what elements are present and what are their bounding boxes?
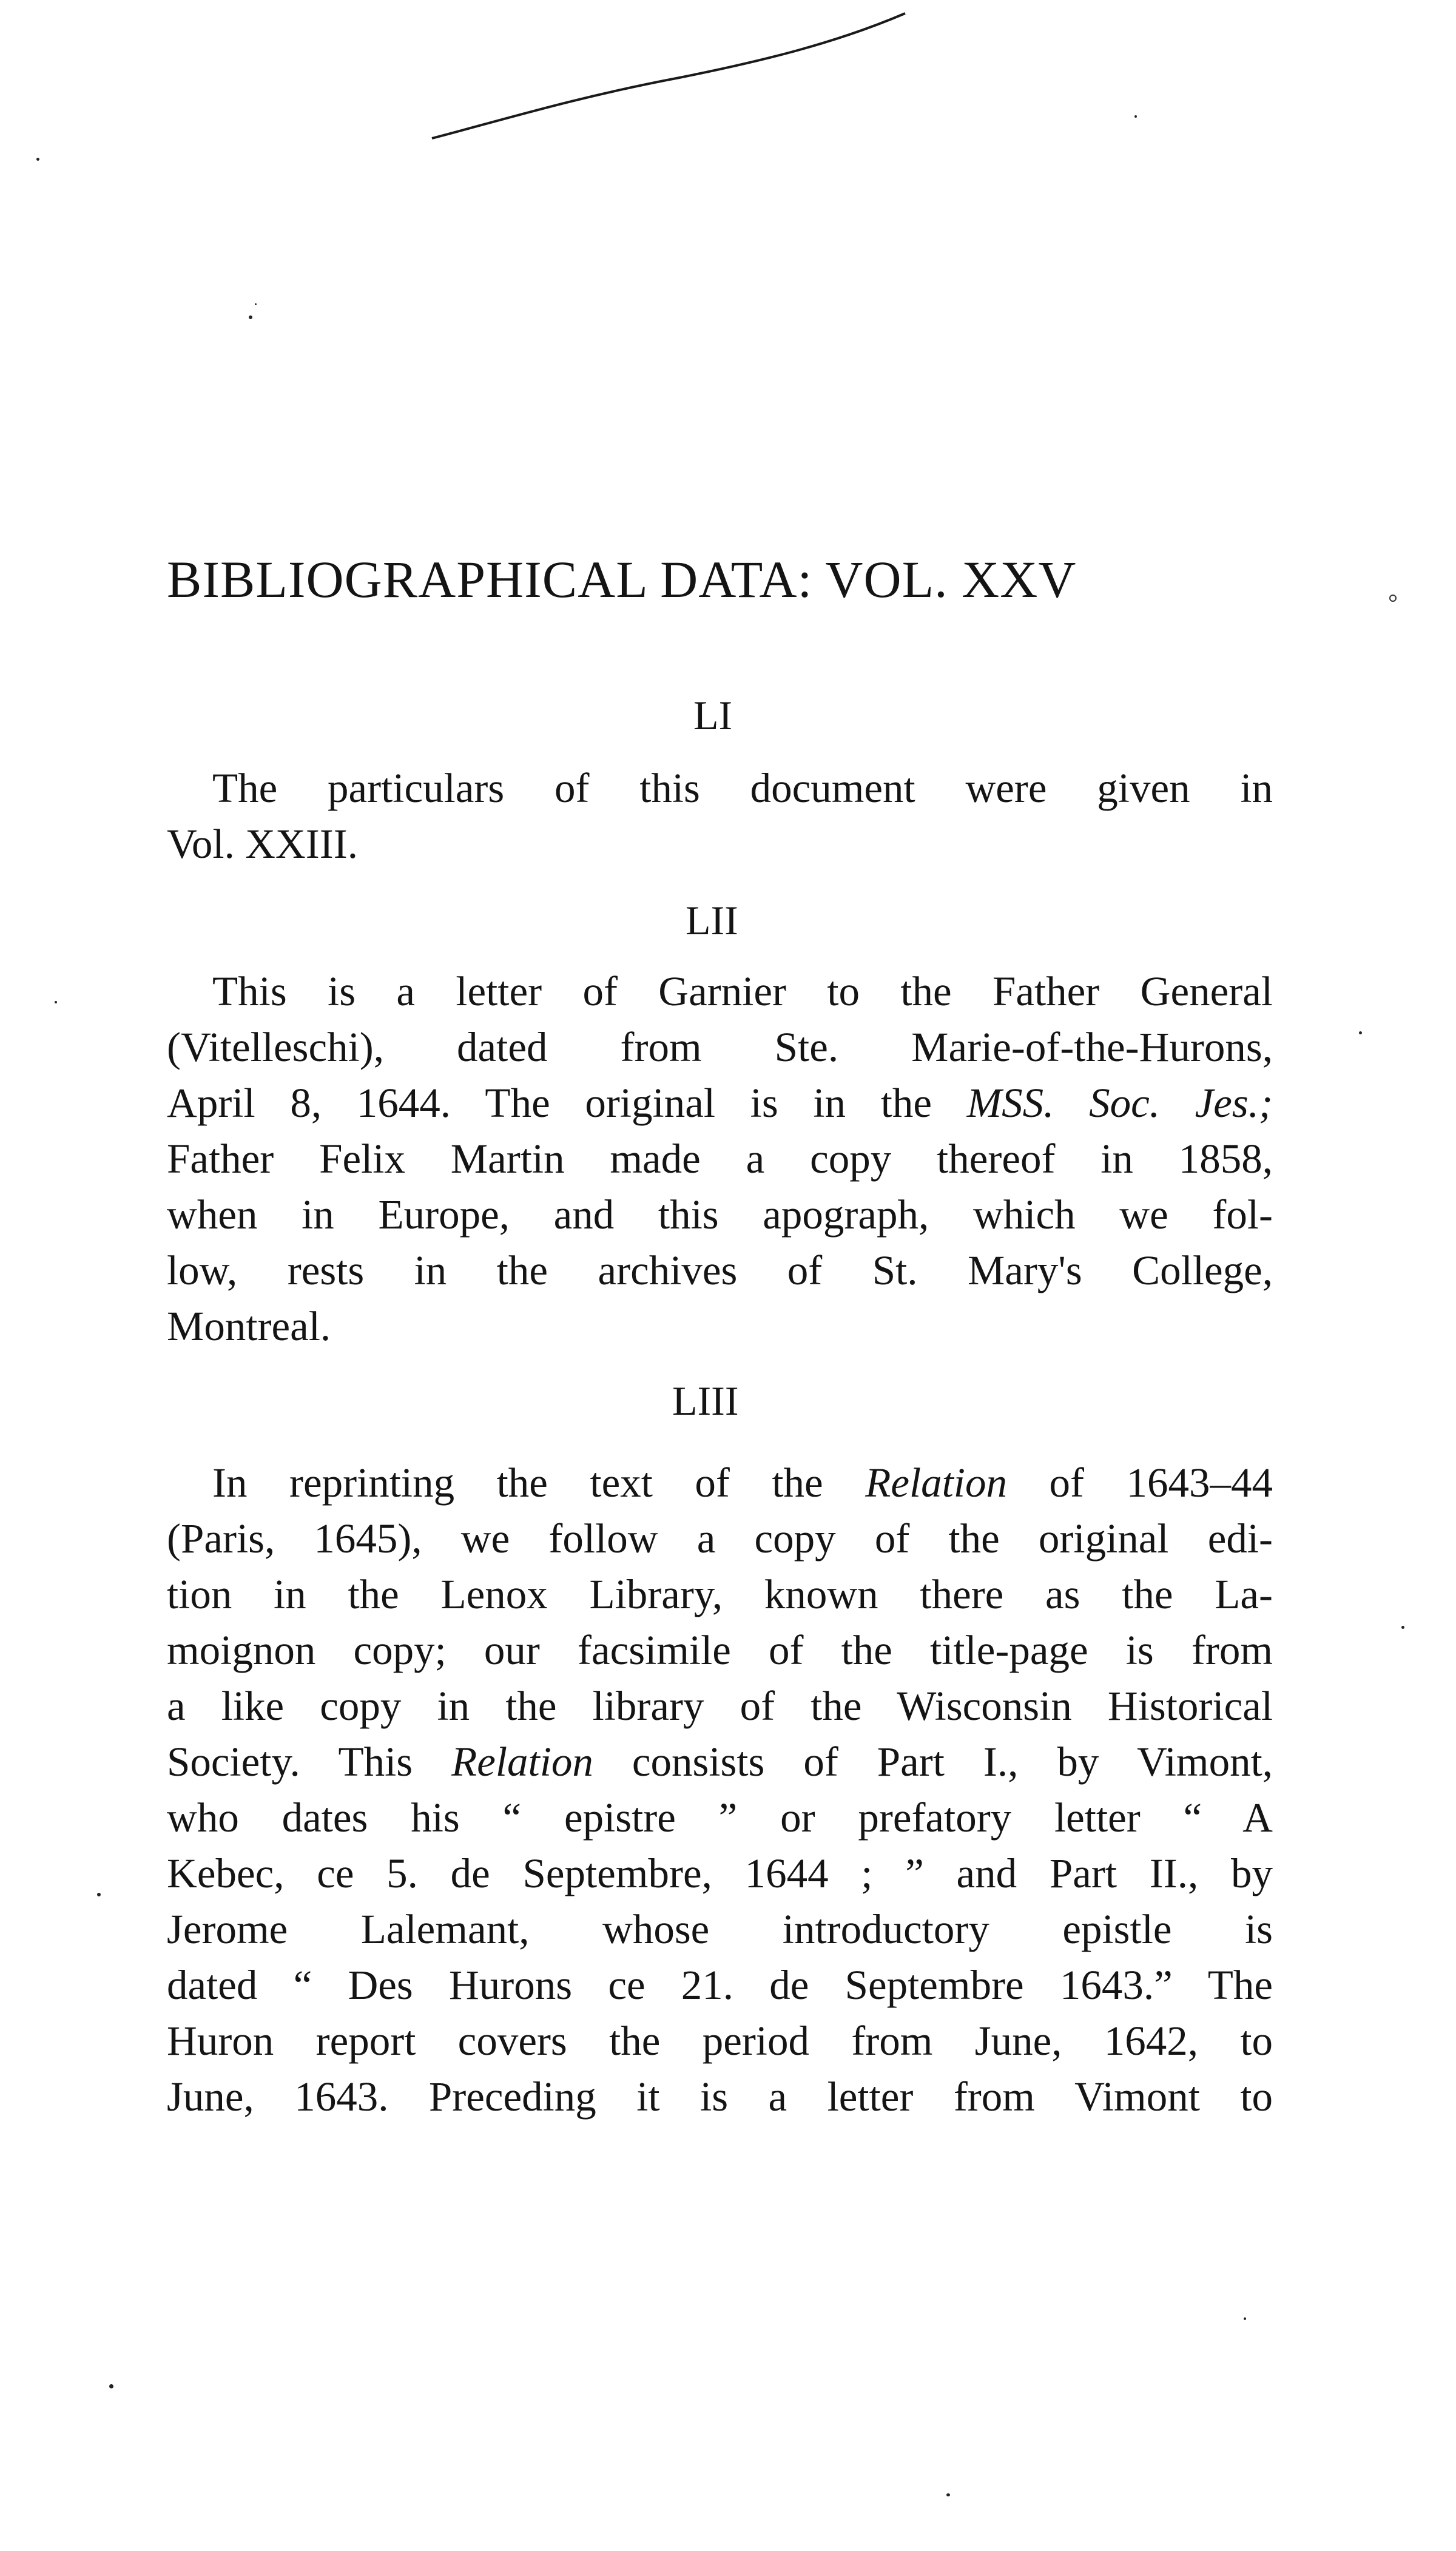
print-speck: [249, 315, 252, 319]
paragraph-line: Montreal.: [167, 1303, 331, 1349]
paragraph-line: who dates his “ epistre ” or prefatory letter “ A: [167, 1794, 1273, 1841]
paragraph-line: [167, 1734, 1273, 1790]
print-speck: [1359, 1031, 1362, 1034]
print-speck: [1244, 2317, 1246, 2320]
paragraph-line: Vol. XXIII.: [167, 821, 358, 867]
print-speck: [1401, 1626, 1404, 1629]
print-speck: [97, 1893, 101, 1896]
paragraph-line: Huron report covers the period from June, 1642, to: [167, 2018, 1273, 2064]
print-speck: [36, 158, 39, 161]
paragraph-text: consists of Part I., by Vimont,: [593, 1739, 1273, 1785]
print-speck: [1389, 595, 1397, 602]
paragraph-line: moignon copy; our facsimile of the title-page is from: [167, 1627, 1273, 1673]
print-speck: [1134, 115, 1137, 118]
italic-title: Relation: [451, 1739, 593, 1785]
paragraph-line: a like copy in the library of the Wisconsin Historical: [167, 1683, 1273, 1729]
paragraph-line: Father Felix Martin made a copy thereof in 1858,: [167, 1136, 1273, 1182]
section-numeral-liii: LIII: [672, 1378, 739, 1424]
paragraph-line: This is a letter of Garnier to the Father General: [212, 968, 1273, 1014]
italic-title: Relation: [865, 1460, 1007, 1506]
paragraph-text: In reprinting the text of the: [212, 1460, 866, 1506]
paragraph-line: Kebec, ce 5. de Septembre, 1644 ; ” and Part II., by: [167, 1850, 1273, 1896]
paragraph-line: Jerome Lalemant, whose introductory epistle is: [167, 1906, 1273, 1952]
paragraph-line: The particulars of this document were given in: [212, 765, 1273, 811]
pencil-stroke-mark: [425, 6, 922, 152]
italic-citation: MSS. Soc. Jes.;: [966, 1080, 1273, 1126]
paragraph-line: June, 1643. Preceding it is a letter from Vimont to: [167, 2074, 1273, 2120]
paragraph-line: when in Europe, and this apograph, which we fol-: [167, 1191, 1273, 1238]
paragraph-line: dated “ Des Hurons ce 21. de Septembre 1643.” The: [167, 1962, 1273, 2008]
section-liii-paragraph: [167, 1455, 1273, 2125]
paragraph-text: of 1643–44: [1006, 1460, 1273, 1506]
paragraph-line: low, rests in the archives of St. Mary's College,: [167, 1247, 1273, 1293]
section-numeral-lii: LII: [686, 897, 738, 943]
print-speck: [55, 1001, 57, 1003]
paragraph-text: April 8, 1644. The original is in the: [167, 1080, 967, 1126]
section-lii-paragraph: [167, 963, 1273, 1354]
print-speck: [109, 2384, 113, 2388]
paragraph-text: Society. This: [167, 1739, 452, 1785]
page-title: BIBLIOGRAPHICAL DATA: VOL. XXV: [167, 550, 1077, 608]
paragraph-line: (Vitelleschi), dated from Ste. Marie-of-the-Hurons,: [167, 1024, 1273, 1070]
section-li-paragraph: [167, 760, 1273, 872]
paragraph-line: [167, 1455, 1273, 1511]
paragraph-line: [167, 1075, 1273, 1131]
print-speck: [255, 303, 257, 305]
section-numeral-li: LI: [693, 692, 733, 738]
print-speck: [946, 2493, 950, 2496]
paragraph-line: tion in the Lenox Library, known there as the La-: [167, 1571, 1273, 1617]
paragraph-line: (Paris, 1645), we follow a copy of the original edi-: [167, 1515, 1273, 1562]
